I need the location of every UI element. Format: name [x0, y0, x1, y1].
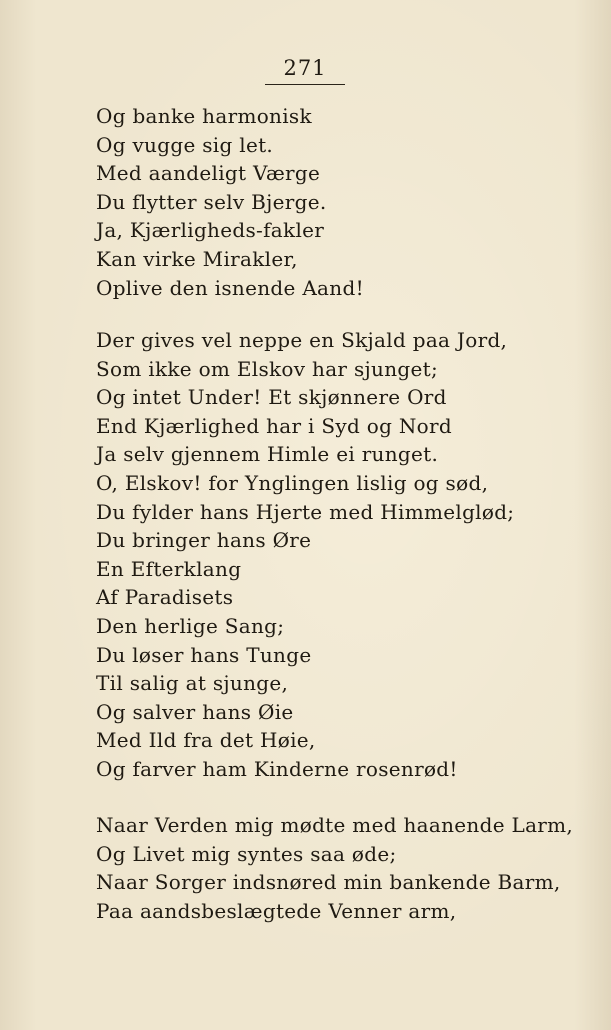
verse-line: Ja, Kjærligheds-fakler — [96, 218, 325, 243]
verse-line: Du fylder hans Hjerte med Himmelglød; — [96, 499, 515, 524]
verse-line: Kan virke Mirakler, — [96, 246, 298, 271]
verse-line: Ja selv gjennem Himle ei runget. — [96, 442, 439, 467]
stanza-1 — [96, 102, 364, 302]
verse-line: Og salver hans Øie — [96, 699, 294, 724]
verse-line: Oplive den isnende Aand! — [96, 275, 364, 300]
page-number: 271 — [283, 56, 327, 80]
verse-line: O, Elskov! for Ynglingen lislig og sød, — [96, 470, 489, 495]
verse-line: Naar Verden mig mødte med haanende Larm, — [96, 813, 574, 837]
verse-line: Og farver ham Kinderne rosenrød! — [96, 756, 458, 781]
verse-line: Og banke harmonisk — [96, 104, 312, 128]
verse-line: Der gives vel neppe en Skjald paa Jord, — [96, 328, 508, 352]
verse-line: Som ikke om Elskov har sjunget; — [96, 356, 438, 381]
verse-line: Naar Sorger indsnøred min bankende Barm, — [96, 870, 561, 895]
verse-line: Du løser hans Tunge — [96, 642, 312, 667]
verse-line: Og vugge sig let. — [96, 132, 274, 157]
verse-line: Paa aandsbeslægtede Venner arm, — [96, 898, 457, 923]
verse-line: Den herlige Sang; — [96, 613, 285, 638]
verse-line: Til salig at sjunge, — [96, 671, 289, 696]
verse-line: Med Ild fra det Høie, — [96, 728, 316, 753]
verse-line: Og Livet mig syntes saa øde; — [96, 841, 397, 866]
verse-line: Og intet Under! Et skjønnere Ord — [96, 385, 447, 410]
verse-line: Du flytter selv Bjerge. — [96, 189, 327, 214]
header-rule — [265, 84, 345, 85]
verse-line: Du bringer hans Øre — [96, 528, 312, 553]
stanza-3 — [96, 811, 573, 925]
verse-line: Med aandeligt Værge — [96, 161, 321, 186]
verse-line: Af Paradisets — [96, 585, 234, 610]
stanza-2 — [96, 326, 514, 784]
verse-line: En Efterklang — [96, 556, 242, 581]
verse-line: End Kjærlighed har i Syd og Nord — [96, 413, 452, 438]
